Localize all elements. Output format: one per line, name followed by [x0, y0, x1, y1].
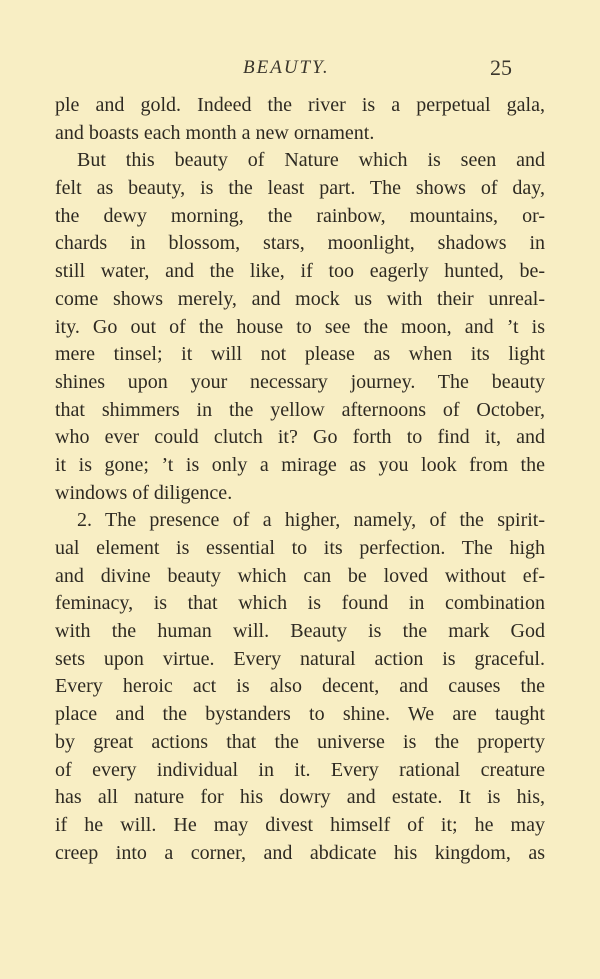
running-head: BEAUTY.: [243, 57, 330, 78]
text-line: 2. The presence of a higher, namely, of the spirit-: [77, 509, 545, 532]
text-line: that shimmers in the yellow afternoons of October,: [55, 398, 545, 421]
text-line: place and the bystanders to shine. We are taught: [55, 703, 545, 726]
text-line: who ever could clutch it? Go forth to find it, and: [55, 426, 545, 449]
text-line: ple and gold. Indeed the river is a perpetual gala,: [55, 94, 545, 116]
text-line: if he will. He may divest himself of it; he may: [55, 813, 545, 836]
body-text: [55, 92, 545, 867]
text-line: shines upon your necessary journey. The beauty: [55, 370, 545, 393]
text-line: still water, and the like, if too eagerly hunted, be-: [55, 260, 545, 283]
page-number: 25: [490, 55, 512, 80]
text-line: ity. Go out of the house to see the moon, and ’t is: [55, 315, 545, 338]
text-line: creep into a corner, and abdicate his kingdom, as: [55, 841, 545, 864]
text-line: of every individual in it. Every rational creature: [55, 758, 545, 781]
text-line: the dewy morning, the rainbow, mountains, or-: [55, 204, 545, 227]
text-line: it is gone; ’t is only a mirage as you look from the: [55, 453, 545, 476]
text-line: ual element is essential to its perfection. The high: [55, 537, 545, 559]
text-line: chards in blossom, stars, moonlight, shadows in: [55, 232, 545, 255]
text-line: Every heroic act is also decent, and causes the: [55, 675, 545, 698]
text-line: sets upon virtue. Every natural action is graceful.: [55, 647, 545, 670]
text-line: mere tinsel; it will not please as when its light: [55, 343, 545, 366]
text-line: and divine beauty which can be loved without ef-: [55, 564, 545, 587]
text-line: feminacy, is that which is found in combination: [55, 592, 545, 615]
page-header: [0, 55, 600, 85]
text-line: But this beauty of Nature which is seen and: [77, 149, 545, 172]
text-line: has all nature for his dowry and estate. It is his,: [55, 786, 545, 809]
text-line: windows of diligence.: [55, 481, 233, 504]
text-line: felt as beauty, is the least part. The shows of day,: [55, 177, 545, 200]
text-line: by great actions that the universe is the property: [55, 730, 545, 753]
text-line: come shows merely, and mock us with their unreal-: [55, 287, 545, 310]
text-line: with the human will. Beauty is the mark God: [55, 620, 545, 643]
text-line: and boasts each month a new ornament.: [55, 121, 375, 144]
